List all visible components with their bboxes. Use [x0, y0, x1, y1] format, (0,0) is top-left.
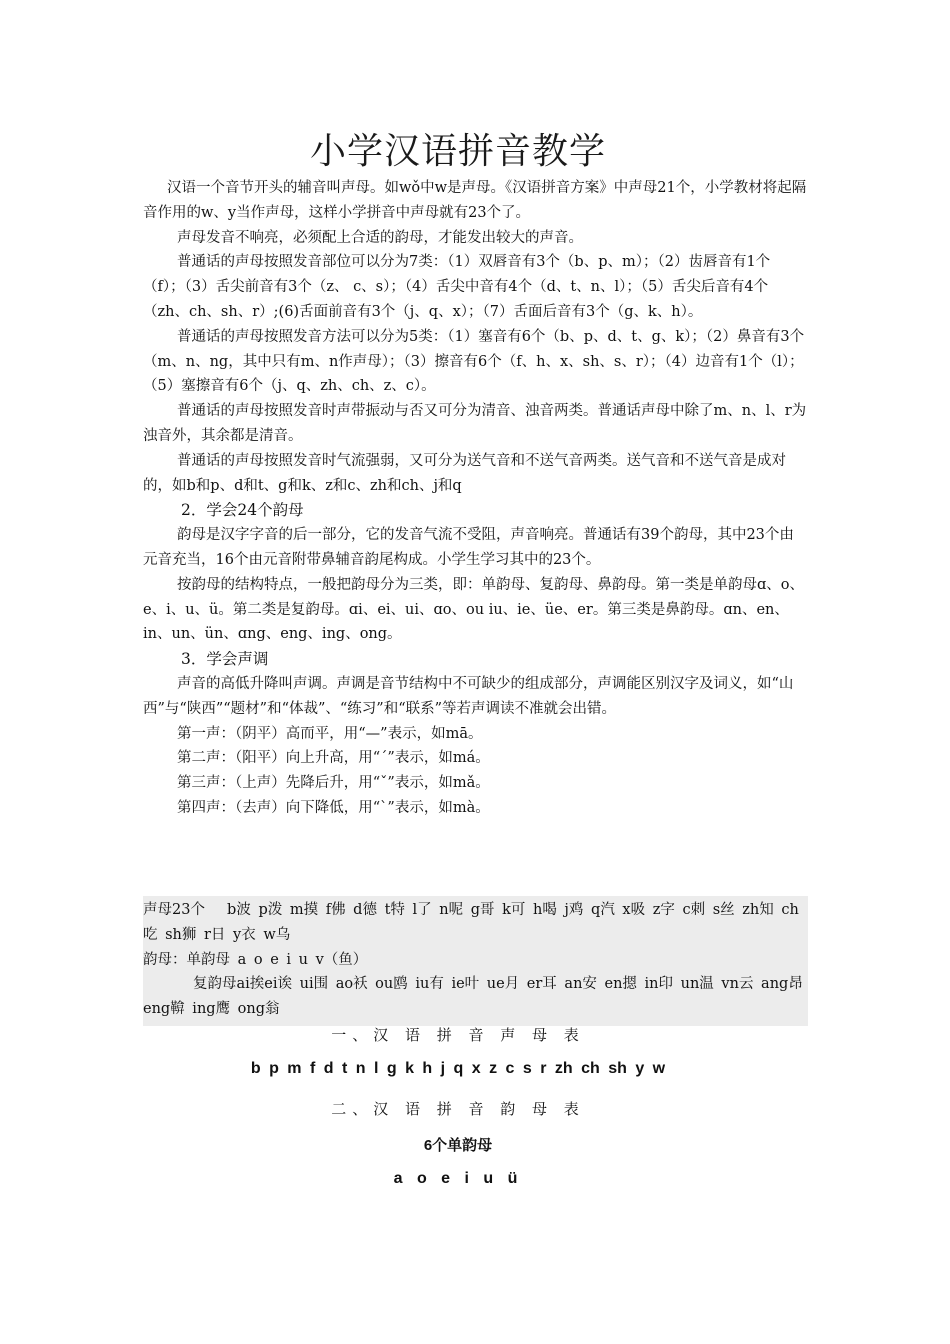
- initials-summary: 声母23个 b波 p泼 m摸 f佛 d德 t特 l了 n呢 g哥 k可 h喝 j鸡 q汽 x吸 z字 c刺 s丝 zh知 ch吃 sh狮 r日 y衣 w乌: [143, 902, 799, 943]
- paragraph-manner-of-articulation: 普通话的声母按照发音方法可以分为5类：（1）塞音有6个（b、p、d、t、g、k）；（2）鼻音有3个（m、n、ng，其中只有m、n作声母）；（3）擦音有6个（f、h、x、sh、s、r）；（4）边音有1个（l）；（5）塞擦音有6个（j、q、zh、ch、z、c）。: [143, 328, 805, 395]
- paragraph-tones-intro: 声音的高低升降叫声调。声调是音节结构中不可缺少的组成部分，声调能区别汉字及词义，如“山西”与“陕西”“题材”和“体裁”、“练习”和“联系”等若声调读不准就会出错。: [143, 675, 794, 717]
- paragraph-finals-intro: 韵母是汉字字音的后一部分，它的发音气流不受阻，声音响亮。普通话有39个韵母，其中23个由元音充当，16个由元音附带鼻辅音韵尾构成。小学生学习其中的23个。: [143, 527, 794, 568]
- shaded-summary-block: [143, 896, 808, 1026]
- initials-table-title: 一、汉 语 拼 音 声 母 表: [331, 1026, 585, 1044]
- tone-second: 第二声：（阳平）向上升高，用“ˊ”表示，如má。: [177, 750, 490, 767]
- tone-fourth: 第四声：（去声）向下降低，用“ˋ”表示，如mà。: [177, 799, 490, 816]
- document-body: [143, 176, 808, 821]
- single-finals-row: a o e i u ü: [393, 1170, 523, 1187]
- section-heading-tones: 3．学会声调: [181, 650, 269, 669]
- tone-third: 第三声：（上声）先降后升，用“ˇ”表示，如mǎ。: [177, 775, 490, 792]
- section-heading-finals: 2．学会24个韵母: [181, 501, 304, 520]
- paragraph-aspiration: 普通话的声母按照发音时气流强弱，又可分为送气音和不送气音两类。送气音和不送气音是成对的，如b和p、d和t、g和k、z和c、zh和ch、j和q: [143, 452, 786, 494]
- single-finals-summary: 韵母：单韵母 a o e i u v（鱼）: [143, 951, 368, 968]
- paragraph-initials-sound: 声母发音不响亮，必须配上合适的韵母，才能发出较大的声音。: [177, 229, 583, 246]
- paragraph-initials-intro: 汉语一个音节开头的辅音叫声母。如wǒ中w是声母。《汉语拼音方案》中声母21个，小学教材将起隔音作用的w、y当作声母，这样小学拼音中声母就有23个了。: [143, 180, 807, 221]
- page-title: 小学汉语拼音教学: [309, 131, 606, 172]
- compound-finals-summary: 复韵母ai挨ei诶 ui围 ao袄 ou鸥 iu有 ie叶 ue月 er耳 an安 en摁 in印 un温 vn云 ang昂 eng鞥 ing鹰 ong翁: [143, 976, 803, 1018]
- single-finals-title: 6个单韵母: [423, 1137, 493, 1154]
- paragraph-voicing: 普通话的声母按照发音时声带振动与否又可分为清音、浊音两类。普通话声母中除了m、n、l、r为浊音外，其余都是清音。: [143, 403, 807, 444]
- paragraph-finals-types: 按韵母的结构特点，一般把韵母分为三类，即：单韵母、复韵母、鼻韵母。第一类是单韵母ɑ、o、e、i、u、ü。第二类是复韵母。ɑi、ei、ui、ɑo、ou iu、ie、üe、er。第三类是鼻韵母。ɑn、en、in、un、ün、ɑng、eng、ing、ong。: [143, 576, 805, 643]
- tone-first: 第一声：（阴平）高而平，用“—”表示，如mā。: [177, 725, 483, 742]
- finals-table-title: 二、汉 语 拼 音 韵 母 表: [331, 1100, 585, 1118]
- paragraph-place-of-articulation: 普通话的声母按照发音部位可以分为7类：（1）双唇音有3个（b、p、m）；（2）齿唇音有1个（f）；（3）舌尖前音有3个（z、 c、s）；（4）舌尖中音有4个（d、t、n、l）；（5）舌尖后音有4个（zh、ch、sh、r）;(6)舌面前音有3个（j、q、x）；（7）舌面后音有3个（g、k、h）。: [143, 254, 771, 320]
- initials-row: b p m f d t n l g k h j q x z c s r zh ch sh y w: [250, 1060, 666, 1077]
